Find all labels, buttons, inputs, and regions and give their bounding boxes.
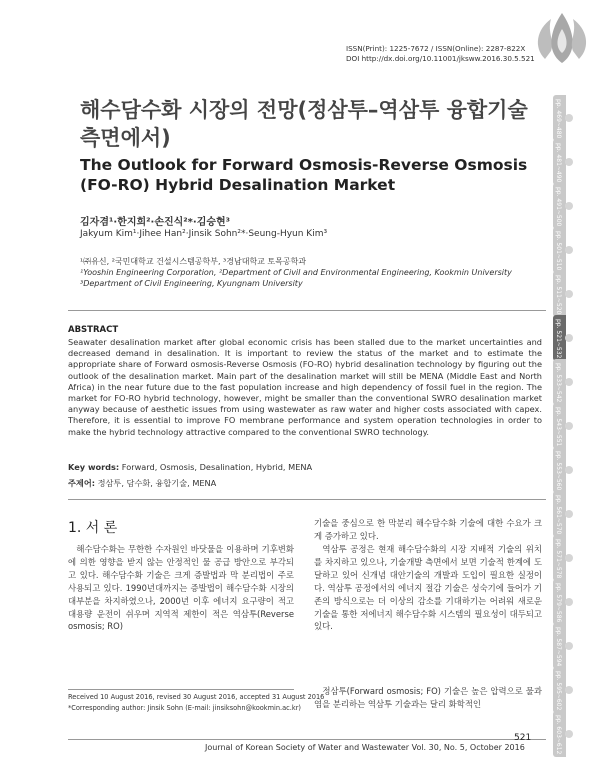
keywords [68, 462, 312, 472]
keywords-korean-text: 정삼투, 담수화, 융합기술, MENA [95, 478, 217, 488]
side-tab-dot [565, 422, 573, 430]
side-tab-label: pp. 491~500 [555, 187, 562, 227]
side-tab-dot [565, 158, 573, 166]
column-right-p2: 역삼투 공정은 현재 해수담수화의 시장 지배적 기술의 위치를 차지하고 있으나, 기술개발 측면에서 보면 기술적 한계에 도달하고 있어 신개념 대안기술의 개발과 도입이 필요한 실정이다. 역삼투 공정에서의 에너지 절감 기술은 성숙기에 들어가 기존의 방식으로는 더 이상의 감소를 기대하기는 어려워 새로운 기술을 통한 저에너지 해수담수화 시스템의 필요성이 대두되고 있다. [314, 544, 542, 632]
keywords-text: Forward, Osmosis, Desalination, Hybrid, MENA [119, 462, 313, 472]
side-tab-label: pp. 501~510 [555, 231, 562, 271]
title-korean: 해수담수화 시장의 전망(정삼투–역삼투 융합기술 측면에서) [80, 98, 528, 150]
affiliations [80, 256, 512, 289]
side-tab-dot [565, 246, 573, 254]
footnote-received: Received 10 August 2016, revised 30 August 2016, accepted 31 August 2016 [68, 693, 325, 701]
side-tab-label: pp. 481~490 [555, 143, 562, 183]
keywords-korean [68, 478, 216, 489]
side-tab-dot [565, 202, 573, 210]
side-tab-dot [565, 114, 573, 122]
keywords-label: Key words: [68, 462, 120, 472]
title-english: The Outlook for Forward Osmosis-Reverse Osmosis (FO-RO) Hybrid Desalination Market [80, 156, 528, 194]
side-tab-dot [565, 290, 573, 298]
column-right-p3: 정삼투(Forward osmosis; FO) 기술은 높은 압력으로 물과 염을 분리하는 역삼투 기술과는 달리 화학적인 [314, 686, 542, 709]
authors-korean: 김자겸¹·한지희²·손진식²*·김승현³ [80, 217, 231, 228]
side-tab-label: pp. 553~560 [555, 451, 562, 491]
affiliation-english-2: ³Department of Civil Engineering, Kyungnam University [80, 279, 303, 288]
side-tab-label: pp. 543~551 [555, 407, 562, 447]
side-tab-label: pp. 521~532 [555, 319, 562, 359]
side-tab-label: pp. 603~612 [555, 715, 562, 755]
divider [68, 310, 546, 311]
side-tab-dot [565, 334, 573, 342]
footer-rule [68, 739, 546, 740]
abstract-heading: ABSTRACT [68, 325, 119, 335]
side-tab-dot [565, 554, 573, 562]
journal-footer: Journal of Korean Society of Water and Wastewater Vol. 30, No. 5, October 2016 [205, 743, 525, 752]
side-tab-dot [565, 730, 573, 738]
keywords-korean-label: 주제어: [68, 478, 96, 488]
journal-logo-icon [531, 7, 593, 69]
abstract-text: Seawater desalination market after global economic crisis has been stalled due to the market uncertainties and decreased demand in desalination. It is important to review the status of the market and to estimate the appropriate share of Forward osmosis-Reverse Osmosis (FO-RO) hybrid desalination technology by figuring out the outlook of the desalination market. Main part of the desalination market will still be MENA (Middle East and North Africa) in the near future due to the fast population increase and high dependency of fossil fuel in the region. The market for FO-RO hybrid technology, however, might be smaller than the conventional SWRO desalination market anyway because of aesthetic issues from using wastewater as raw water and higher costs associated with capex. Therefore, it is essential to improve FO membrane performance and system operation technologies in order to make the hybrid technology attractive compared to the conventional SWRO technology. [68, 337, 542, 437]
section-title: 1. 서 론 [68, 520, 118, 536]
side-tab-label: pp. 595~602 [555, 671, 562, 711]
side-tab-dot [565, 466, 573, 474]
column-left: 해수담수화는 무한한 수자원인 바닷물을 이용하며 기후변화에 의한 영향을 받지 않는 안정적인 물 공급 방안으로 부각되고 있다. 해수담수화 기술은 크게 증발법과 막 분리법이 주로 사용되고 있다. 1990년대까지는 증발법이 해수담수화 시장의 대부분을 차지하였으나, 2000년 이후 에너지 요구량이 적고 대용량 운전이 쉬우며 지역적 제한이 적은 역삼투(Reverse osmosis; RO) [68, 544, 294, 632]
side-tab-label: pp. 571~578 [555, 539, 562, 579]
side-tab-dot [565, 378, 573, 386]
side-tab-label: pp. 469~480 [555, 99, 562, 139]
side-tab-label: pp. 561~570 [555, 495, 562, 535]
affiliation-korean: ¹㈜유신, ²국민대학교 건설시스템공학부, ³경남대학교 토목공학과 [80, 257, 307, 266]
authors-english: Jakyum Kim¹·Jihee Han²·Jinsik Sohn²*·Seung-Hyun Kim³ [80, 229, 328, 239]
divider [68, 499, 546, 500]
page-number: 521 [514, 733, 532, 743]
side-tab-dot [565, 642, 573, 650]
footnote-corresponding: *Corresponding author: Jinsik Sohn (E-mail: jinsiksohn@kookmin.ac.kr) [68, 704, 301, 712]
doi-line: DOI http://dx.doi.org/10.11001/jksww.2016.30.5.521 [346, 54, 535, 63]
side-tab-dot [565, 510, 573, 518]
footnote-rule [68, 689, 294, 690]
side-tab-label: pp. 511~520 [555, 275, 562, 315]
affiliation-english-1: ¹Yooshin Engineering Corporation, ²Department of Civil and Environmental Engineering, Kookmin University [80, 268, 512, 277]
column-right-p1: 기술을 중심으로 한 막분리 해수담수화 기술에 대한 수요가 크게 증가하고 있다. [314, 518, 542, 541]
side-tab-label: pp. 587~594 [555, 627, 562, 667]
side-tab-label: pp. 579~586 [555, 583, 562, 623]
side-tab-dot [565, 598, 573, 606]
side-tab-dot [565, 686, 573, 694]
issn-line: ISSN(Print): 1225-7672 / ISSN(Online): 2287-822X [346, 44, 526, 53]
side-tab-label: pp. 533~542 [555, 363, 562, 403]
